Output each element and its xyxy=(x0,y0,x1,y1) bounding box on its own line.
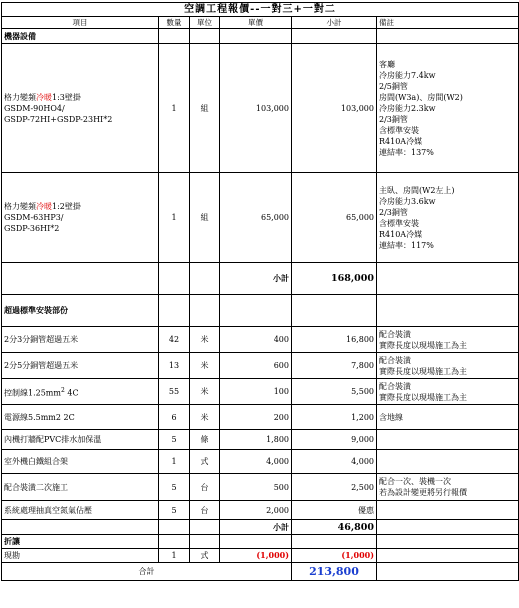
extra-price: 100 xyxy=(220,379,292,405)
extra-subtotal: 5,500 xyxy=(292,379,377,405)
extra-row xyxy=(2,430,519,450)
extra-notes: 配合裝潢 實際長度以現場施工為主 xyxy=(377,353,519,379)
extra-unit: 米 xyxy=(190,379,220,405)
extra-item: 內機打牆配PVC排水加保溫 xyxy=(2,430,159,450)
extra-notes: 配合裝潢 實際長度以現場施工為主 xyxy=(377,379,519,405)
quote-table xyxy=(1,2,519,581)
equipment-notes: 主臥、房間(W2左上) 冷房能力3.6kw 2/3銅管 含標準安裝 R410A冷媒 連結率：117% xyxy=(377,173,519,263)
equipment-qty: 1 xyxy=(159,173,190,263)
extra-subtotal: 優惠 xyxy=(292,501,377,520)
extra-price: 2,000 xyxy=(220,501,292,520)
extra-notes: 含地線 xyxy=(377,405,519,430)
extra-subtotal: 7,800 xyxy=(292,353,377,379)
equipment-notes: 客廳 冷房能力7.4kw 2/5銅管 房間(W3a)、房間(W2) 冷房能力2.3kw 2/3銅管 含標準安裝 R410A冷媒 連結率：137% xyxy=(377,44,519,173)
extra-row xyxy=(2,405,519,430)
extra-item: 配合裝潢二次施工 xyxy=(2,474,159,501)
section-row xyxy=(2,29,519,44)
equipment-subtotal-row xyxy=(2,263,519,295)
section-equipment: 機器設備 xyxy=(2,29,159,44)
discount-item: 現勘 xyxy=(2,549,159,563)
extra-price: 400 xyxy=(220,327,292,353)
extra-notes xyxy=(377,450,519,474)
total-row xyxy=(2,563,519,581)
equipment-row xyxy=(2,173,519,263)
extra-qty: 42 xyxy=(159,327,190,353)
extra-item: 2分5分銅管超過五米 xyxy=(2,353,159,379)
header-price: 單價 xyxy=(220,17,292,29)
equipment-subtotal-value: 168,000 xyxy=(292,263,377,295)
equipment-subtotal-label: 小計 xyxy=(220,263,292,295)
discount-subtotal: (1,000) xyxy=(292,549,377,563)
header-unit: 單位 xyxy=(190,17,220,29)
extra-unit: 米 xyxy=(190,353,220,379)
extra-qty: 13 xyxy=(159,353,190,379)
extra-item: 系統處理抽真空氮氣佔壓 xyxy=(2,501,159,520)
discount-qty: 1 xyxy=(159,549,190,563)
extra-subtotal: 2,500 xyxy=(292,474,377,501)
extra-unit: 米 xyxy=(190,405,220,430)
header-subtotal: 小計 xyxy=(292,17,377,29)
extra-unit: 台 xyxy=(190,501,220,520)
total-value: 213,800 xyxy=(292,563,377,581)
extra-qty: 6 xyxy=(159,405,190,430)
extra-qty: 55 xyxy=(159,379,190,405)
extra-row xyxy=(2,379,519,405)
extra-item: 電源線5.5mm2 2C xyxy=(2,405,159,430)
extra-price: 200 xyxy=(220,405,292,430)
extra-price: 600 xyxy=(220,353,292,379)
extra-row xyxy=(2,450,519,474)
extras-subtotal-row xyxy=(2,520,519,535)
extra-item: 2分3分銅管超過五米 xyxy=(2,327,159,353)
total-label: 合計 xyxy=(2,563,292,581)
extra-notes xyxy=(377,501,519,520)
extra-unit: 式 xyxy=(190,450,220,474)
extra-subtotal: 4,000 xyxy=(292,450,377,474)
extra-subtotal: 1,200 xyxy=(292,405,377,430)
discount-row xyxy=(2,549,519,563)
header-qty: 數量 xyxy=(159,17,190,29)
extra-notes xyxy=(377,430,519,450)
extra-row xyxy=(2,353,519,379)
extra-item: 室外機白鐵組合架 xyxy=(2,450,159,474)
equipment-name: 格力變頻冷暖1:3壁掛 GSDM-90HO4/ GSDP-72HI+GSDP-23HI*2 xyxy=(2,44,159,173)
extra-price: 4,000 xyxy=(220,450,292,474)
section-extra: 超過標準安裝部份 xyxy=(2,295,159,327)
header-notes: 備註 xyxy=(377,17,519,29)
extra-unit: 條 xyxy=(190,430,220,450)
extra-qty: 5 xyxy=(159,501,190,520)
equipment-price: 103,000 xyxy=(220,44,292,173)
extra-unit: 米 xyxy=(190,327,220,353)
extra-qty: 5 xyxy=(159,430,190,450)
extras-subtotal-value: 46,800 xyxy=(292,520,377,535)
extra-notes: 配合裝潢 實際長度以現場施工為主 xyxy=(377,327,519,353)
extra-item: 控制線$1.25mm^2$ 4C xyxy=(2,379,159,405)
equipment-qty: 1 xyxy=(159,44,190,173)
equipment-price: 65,000 xyxy=(220,173,292,263)
extra-qty: 1 xyxy=(159,450,190,474)
extra-subtotal: 9,000 xyxy=(292,430,377,450)
equipment-name: 格力變頻冷暖1:2壁掛 GSDM-63HP3/ GSDP-36HI*2 xyxy=(2,173,159,263)
extra-price: 1,800 xyxy=(220,430,292,450)
extra-row xyxy=(2,501,519,520)
extra-row xyxy=(2,474,519,501)
header-item: 項目 xyxy=(2,17,159,29)
equipment-unit: 組 xyxy=(190,173,220,263)
extra-price: 500 xyxy=(220,474,292,501)
equipment-unit: 組 xyxy=(190,44,220,173)
extra-qty: 5 xyxy=(159,474,190,501)
quote-title: 空調工程報價--一對三+一對二 xyxy=(2,3,519,17)
discount-price: (1,000) xyxy=(220,549,292,563)
equipment-subtotal: 65,000 xyxy=(292,173,377,263)
equipment-row xyxy=(2,44,519,173)
extra-subtotal: 16,800 xyxy=(292,327,377,353)
extra-notes: 配合一次、裝機一次 若為設計變更將另行報價 xyxy=(377,474,519,501)
header-row xyxy=(2,17,519,29)
discount-unit: 式 xyxy=(190,549,220,563)
extra-row xyxy=(2,327,519,353)
extras-subtotal-label: 小計 xyxy=(220,520,292,535)
equipment-subtotal: 103,000 xyxy=(292,44,377,173)
section-row xyxy=(2,295,519,327)
extra-unit: 台 xyxy=(190,474,220,501)
section-row xyxy=(2,535,519,549)
section-discount: 折讓 xyxy=(2,535,159,549)
